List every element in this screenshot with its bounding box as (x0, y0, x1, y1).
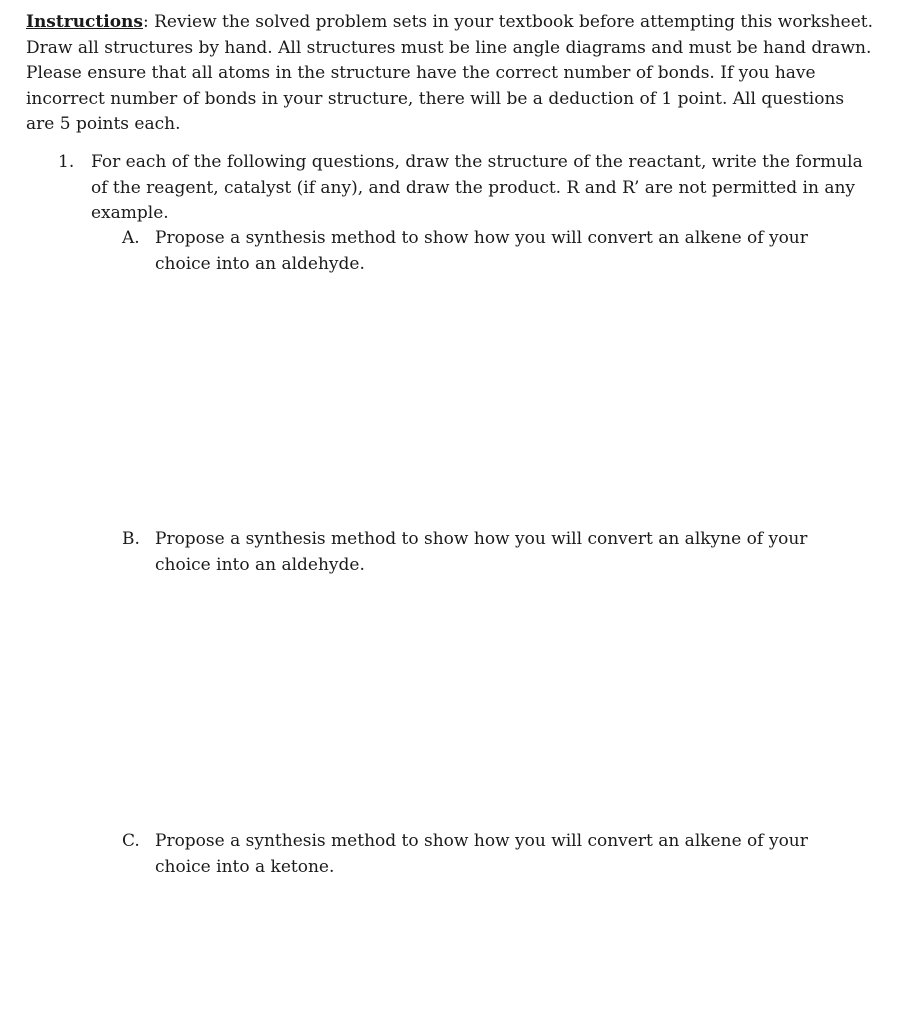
part-b-text: Propose a synthesis method to show how you will convert an alkyne of your choice into an aldehyde. (155, 529, 808, 575)
part-b-letter: B. (122, 529, 140, 549)
question-1 (58, 150, 878, 227)
question-1-text: For each of the following questions, draw the structure of the reactant, write the formula of the reagent, catalyst (if any), and draw the product. R and R’ are not permitted in any example. (91, 152, 863, 223)
question-1-part-b (122, 527, 862, 578)
question-1-number: 1. (58, 152, 75, 172)
instructions-text: Review the solved problem sets in your textbook before attempting this worksheet. Draw all structures by hand. All structures must be line angle diagrams and must be hand drawn. Please ensure that all atoms in the structure have the correct number of bonds. If you have incorrect number of bonds in your structure, there will be a deduction of 1 point. All questions are 5 points each. (26, 12, 874, 134)
part-c-letter: C. (122, 831, 140, 851)
part-a-letter: A. (122, 228, 140, 248)
instructions-colon: : (142, 12, 149, 32)
part-a-text: Propose a synthesis method to show how you will convert an alkene of your choice into an aldehyde. (155, 228, 808, 274)
part-c-text: Propose a synthesis method to show how you will convert an alkene of your choice into a ketone. (155, 831, 808, 877)
instructions-label: Instructions (26, 12, 143, 32)
instructions-paragraph (26, 10, 876, 138)
question-1-part-c (122, 829, 862, 880)
question-1-part-a (122, 226, 862, 277)
